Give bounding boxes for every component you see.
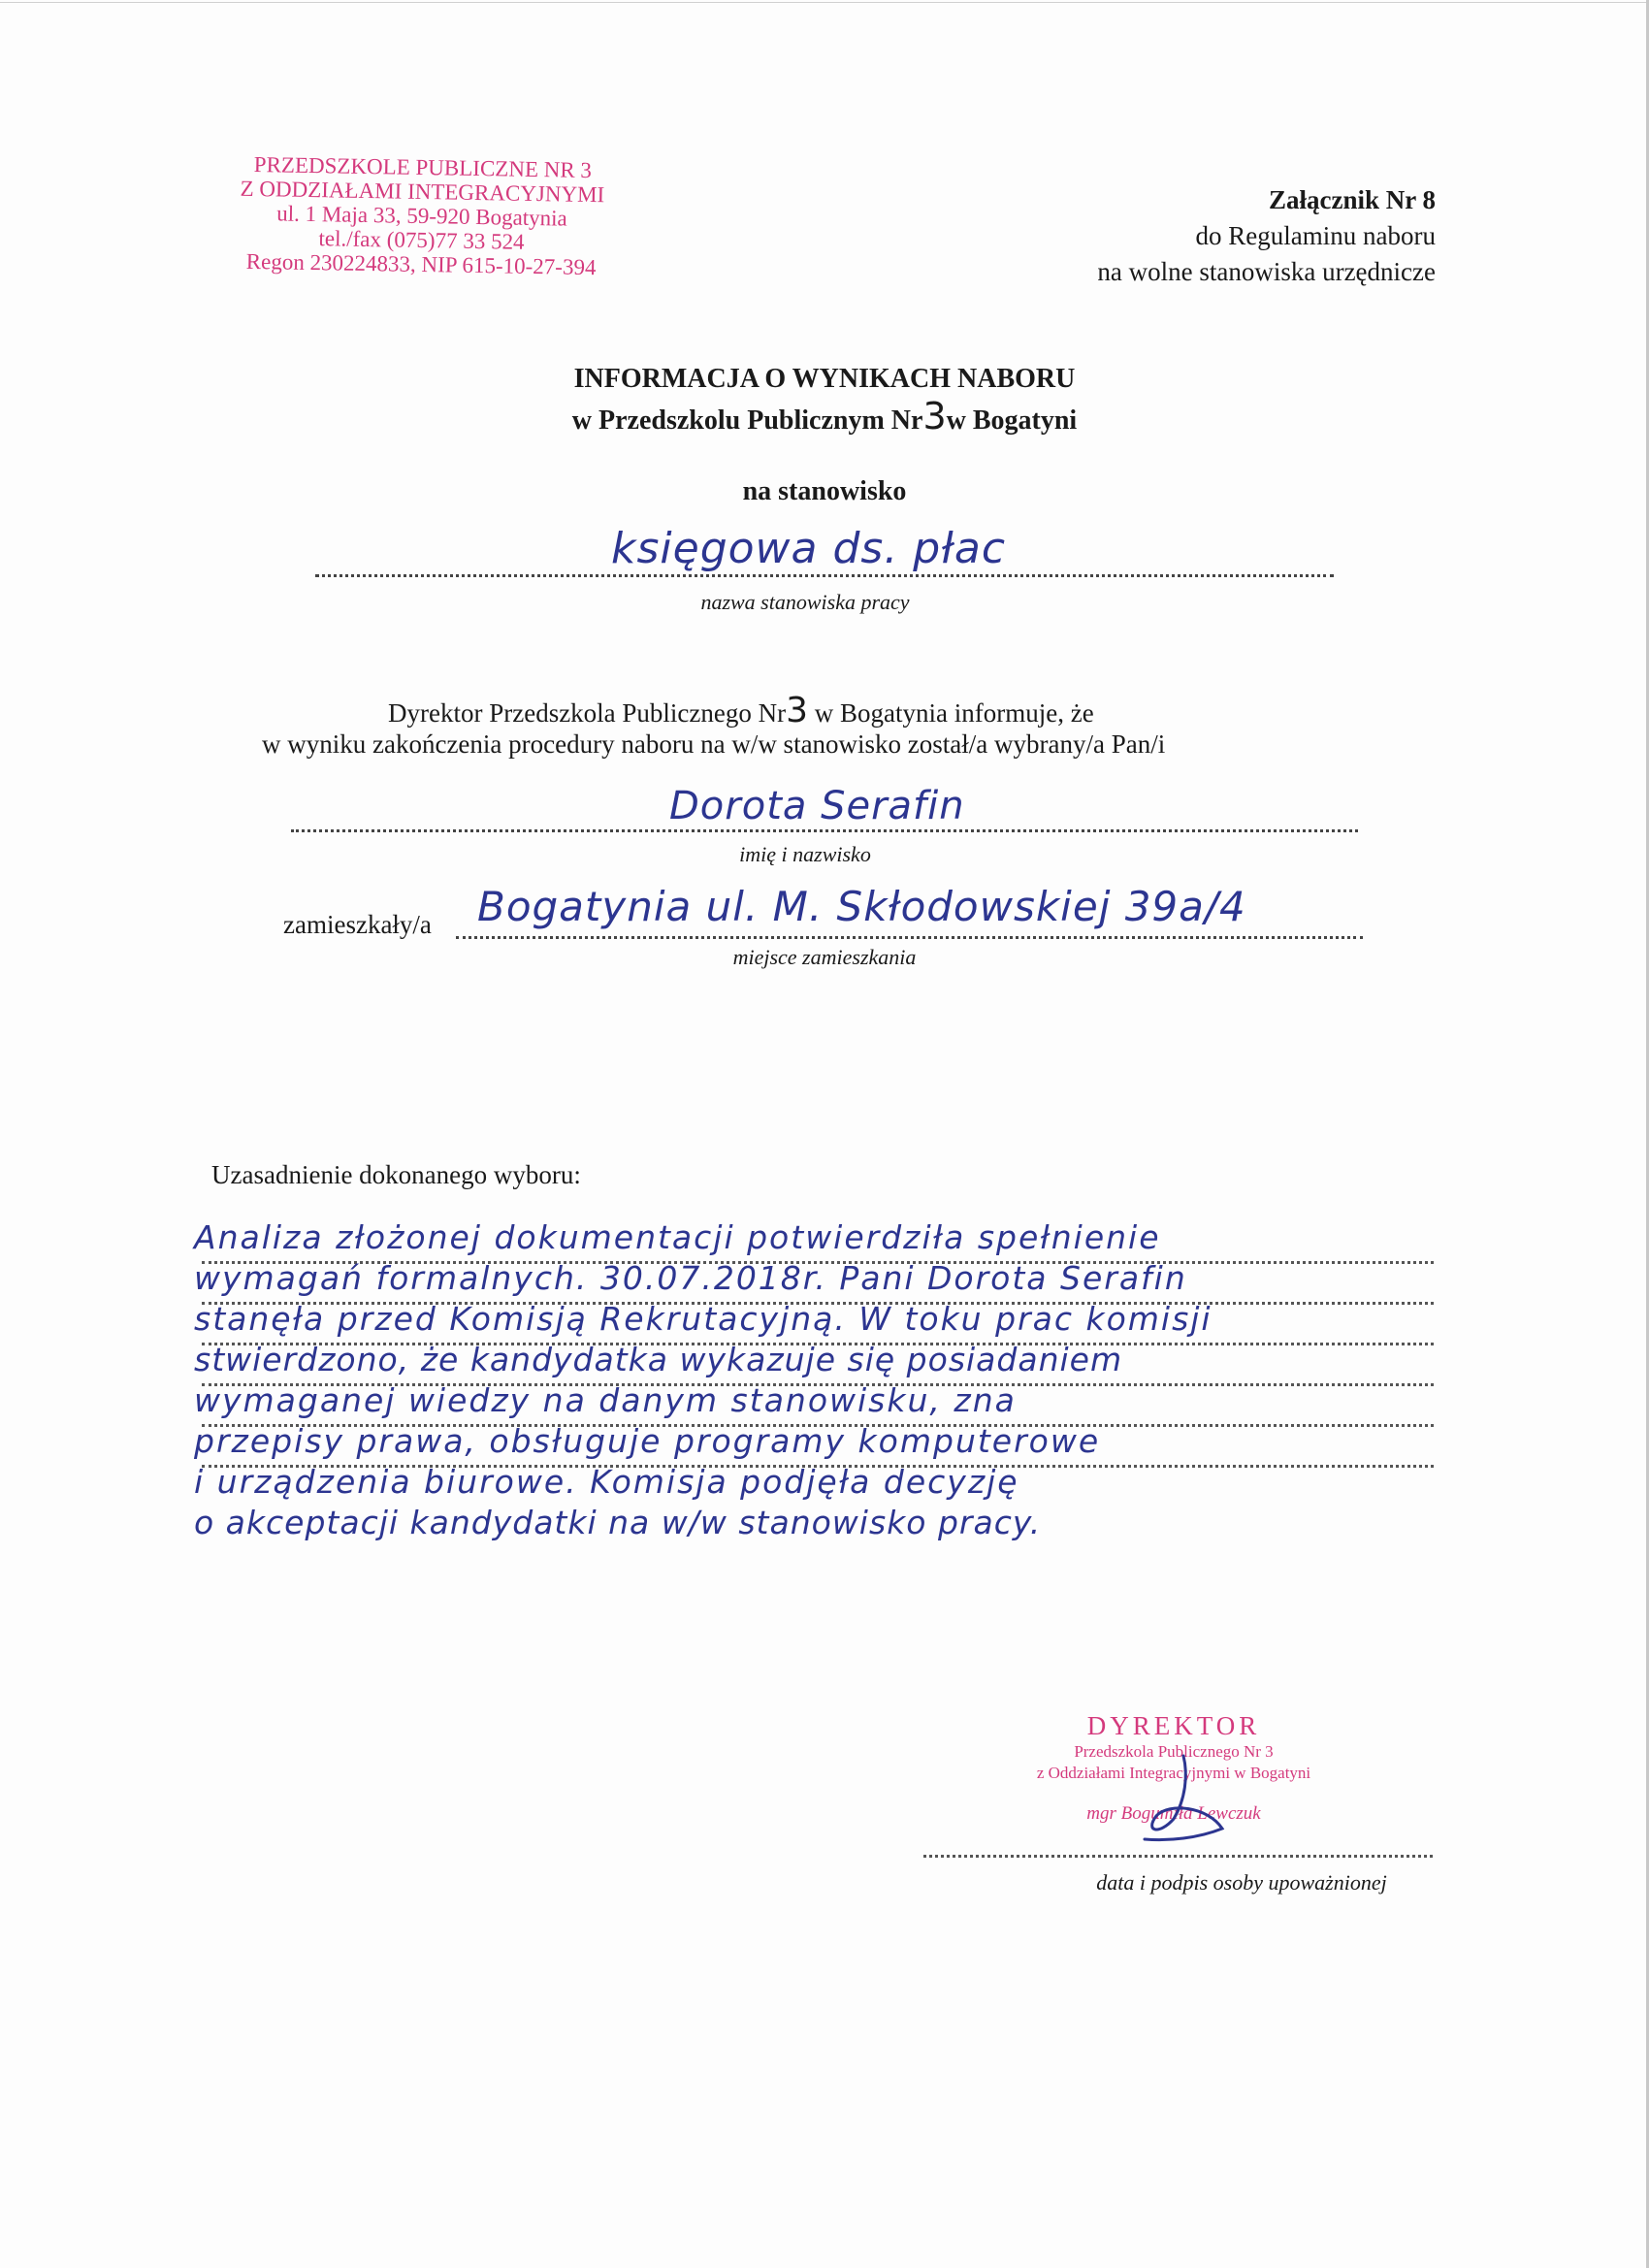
- director-stamp-line-2: z Oddziałami Integracyjnymi w Bogatyni: [1036, 1764, 1311, 1782]
- position-caption: nazwa stanowiska pracy: [700, 590, 910, 614]
- justification-text-2: wymagań formalnych. 30.07.2018r. Pani Dorota Serafin: [194, 1259, 1187, 1297]
- director-stamp-title: DYREKTOR: [1086, 1711, 1261, 1740]
- document-subtitle: [0, 395, 1649, 439]
- attachment-header: [1097, 182, 1436, 290]
- stamp-line-5: Regon 230224833, NIP 615-10-27-394: [245, 248, 597, 280]
- position-label: na stanowisko: [742, 476, 907, 506]
- info-number: 3: [786, 691, 809, 730]
- stamp-line-3: ul. 1 Maja 33, 59-920 Bogatynia: [275, 201, 567, 231]
- subtitle-prefix: w Przedszkolu Publicznym Nr: [571, 405, 923, 436]
- director-stamp-line-1: Przedszkola Publicznego Nr 3: [1074, 1742, 1274, 1761]
- info-prefix: Dyrektor Przedszkola Publicznego Nr: [388, 698, 787, 728]
- info-suffix: w Bogatynia informuje, że: [814, 698, 1094, 728]
- justification-text-8: o akceptacji kandydatki na w/w stanowisko pracy.: [194, 1504, 1042, 1541]
- candidate-address: Bogatynia ul. M. Skłodowskiej 39a/4: [477, 883, 1246, 930]
- justification-text-5: wymaganej wiedzy na danym stanowisku, zna: [194, 1381, 1017, 1419]
- document-title: INFORMACJA O WYNIKACH NABORU: [573, 364, 1076, 394]
- stamp-line-4: tel./fax (075)77 33 524: [318, 226, 525, 254]
- address-label: zamieszkały/a: [283, 910, 432, 939]
- name-caption: imię i nazwisko: [739, 842, 871, 866]
- director-stamp-name: mgr Bogumiła Lewczuk: [1086, 1803, 1261, 1824]
- school-stamp: [198, 151, 646, 280]
- director-signature: [1116, 1746, 1251, 1853]
- subtitle-number: 3: [922, 395, 947, 437]
- candidate-name: Dorota Serafin: [669, 784, 965, 828]
- justification-text-1: Analiza złożonej dokumentacji potwierdziła spełnienie: [194, 1218, 1161, 1256]
- address-dotted-line: [456, 936, 1363, 939]
- justification-text-4: stwierdzono, że kandydatka wykazuje się posiadaniem: [194, 1341, 1123, 1378]
- page-top-edge: [0, 2, 1649, 3]
- signature-caption: data i podpis osoby upoważnionej: [1096, 1870, 1387, 1895]
- address-caption: miejsce zamieszkania: [732, 945, 917, 969]
- signature-dotted-line: [923, 1855, 1433, 1858]
- attachment-line-2: na wolne stanowiska urzędnicze: [1097, 257, 1436, 286]
- justification-label: Uzasadnienie dokonanego wyboru:: [211, 1160, 581, 1189]
- justification-text-7: i urządzenia biurowe. Komisja podjęła decyzję: [194, 1463, 1019, 1501]
- name-dotted-line: [291, 829, 1358, 832]
- justification-text-6: przepisy prawa, obsługuje programy komputerowe: [194, 1422, 1101, 1460]
- position-dotted-line: [315, 574, 1334, 577]
- attachment-line-1: do Regulaminu naboru: [1195, 221, 1436, 250]
- justification-text-3: stanęła przed Komisją Rekrutacyjną. W toku prac komisji: [194, 1300, 1212, 1338]
- info-line-1: [388, 691, 1094, 730]
- info-line-2: w wyniku zakończenia procedury naboru na w/w stanowisko został/a wybrany/a Pan/i: [262, 729, 1166, 759]
- subtitle-suffix: w Bogatyni: [946, 405, 1078, 436]
- position-value: księgowa ds. płac: [611, 524, 1007, 573]
- stamp-line-1: PRZEDSZKOLE PUBLICZNE NR 3: [253, 151, 593, 183]
- attachment-title: Załącznik Nr 8: [1268, 185, 1436, 214]
- stamp-line-2: Z ODDZIAŁAMI INTEGRACYJNYMI: [240, 176, 605, 208]
